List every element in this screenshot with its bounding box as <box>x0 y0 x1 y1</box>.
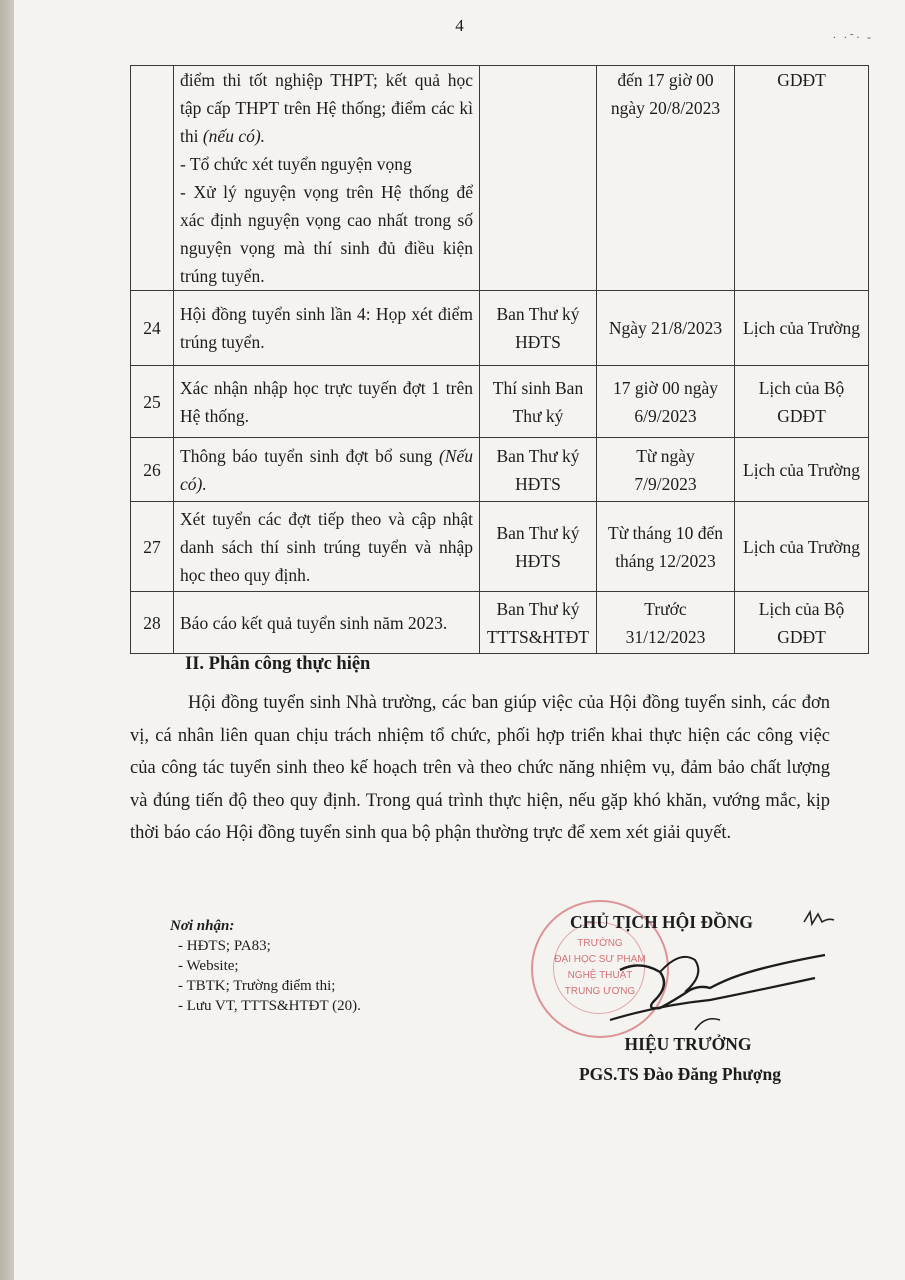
recipient-item: - Website; <box>178 958 239 974</box>
schedule-table <box>130 65 869 654</box>
content-line: - Xử lý nguyện vọng trên Hệ thống để xác định nguyện vọng cao nhất trong số nguyện vọng mà thí sinh đủ điều kiện trúng tuyển. <box>180 182 473 286</box>
handwritten-signature <box>600 930 830 1040</box>
row-unit: Thí sinh Ban Thư ký <box>480 366 597 438</box>
row-content: Xét tuyển các đợt tiếp theo và cập nhật danh sách thí sinh trúng tuyển và nhập học theo quy định. <box>174 502 480 592</box>
recipient-item: - TBTK; Trường điểm thi; <box>178 978 336 994</box>
signatory-role: HIỆU TRƯỞNG <box>624 1034 752 1054</box>
table-row <box>131 66 869 291</box>
row-number: 25 <box>131 366 174 438</box>
seal-line: TRUNG ƯƠNG <box>564 986 636 997</box>
table-row <box>131 502 869 592</box>
page-edge-shadow <box>0 0 14 1280</box>
initial-mark <box>800 906 840 930</box>
row-note: Lịch của Trường <box>735 438 869 502</box>
row-unit: Ban Thư ký HĐTS <box>480 291 597 366</box>
section-title: II. Phân công thực hiện <box>185 654 371 674</box>
signatory-name: PGS.TS Đào Đăng Phượng <box>578 1064 782 1084</box>
section-body: Hội đồng tuyển sinh Nhà trường, các ban giúp việc của Hội đồng tuyển sinh, các đơn vị, cá nhân liên quan chịu trách nhiệm tổ chức, phối hợp triển khai thực hiện các công việc của công tác tuyển sinh theo kế hoạch trên và theo chức năng nhiệm vụ, đảm bảo chất lượng và đúng tiến độ theo quy định. Trong quá trình thực hiện, nếu gặp khó khăn, vướng mắc, kịp thời báo cáo Hội đồng tuyển sinh qua bộ phận thường trực để xem xét giải quyết. <box>130 693 830 844</box>
content-line: - Tổ chức xét tuyển nguyện vọng <box>180 154 412 174</box>
row-note: GDĐT <box>735 66 869 291</box>
signatory-title: CHỦ TỊCH HỘI ĐỒNG <box>570 912 753 932</box>
row-time: Ngày 21/8/2023 <box>597 291 735 366</box>
recipients-block <box>170 916 361 1016</box>
row-content: Xác nhận nhập học trực tuyến đợt 1 trên Hệ thống. <box>174 366 480 438</box>
corner-mark: · ·ᐨ· - <box>832 30 873 44</box>
content-italic: (Nếu có). <box>180 445 473 494</box>
table-row <box>131 438 869 502</box>
seal-line: NGHỆ THUẬT <box>567 970 633 981</box>
row-content <box>174 66 480 291</box>
content-text: Thông báo tuyển sinh đợt bổ sung <box>180 445 439 466</box>
recipient-item: - Lưu VT, TTTS&HTĐT (20). <box>178 998 361 1014</box>
row-number: 24 <box>131 291 174 366</box>
table-row <box>131 592 869 654</box>
row-time: Từ ngày 7/9/2023 <box>597 438 735 502</box>
row-unit <box>480 66 597 291</box>
recipient-item: - HĐTS; PA83; <box>178 938 271 954</box>
row-note: Lịch của Bộ GDĐT <box>735 366 869 438</box>
recipients-heading: Nơi nhận: <box>170 918 235 934</box>
seal-line: TRƯỜNG <box>577 938 623 949</box>
row-number <box>131 66 174 291</box>
row-content <box>174 438 480 502</box>
row-unit: Ban Thư ký HĐTS <box>480 438 597 502</box>
row-unit: Ban Thư ký TTTS&HTĐT <box>480 592 597 654</box>
row-time: Trước 31/12/2023 <box>597 592 735 654</box>
row-content: Hội đồng tuyển sinh lần 4: Họp xét điểm trúng tuyển. <box>174 291 480 366</box>
table-row <box>131 291 869 366</box>
page-number: 4 <box>455 16 464 35</box>
row-time: Từ tháng 10 đến tháng 12/2023 <box>597 502 735 592</box>
content-italic: (nếu có). <box>202 126 266 146</box>
row-time: đến 17 giờ 00 ngày 20/8/2023 <box>597 66 735 291</box>
row-note: Lịch của Trường <box>735 291 869 366</box>
row-note: Lịch của Bộ GDĐT <box>735 592 869 654</box>
seal-line: ĐẠI HỌC SƯ PHẠM <box>554 954 646 965</box>
row-note: Lịch của Trường <box>735 502 869 592</box>
row-time: 17 giờ 00 ngày 6/9/2023 <box>597 366 735 438</box>
content-text: điểm thi tốt nghiệp THPT; kết quả học tập cấp THPT trên Hệ thống; điểm các kì thi <box>180 70 473 146</box>
row-number: 28 <box>131 592 174 654</box>
row-content: Báo cáo kết quả tuyển sinh năm 2023. <box>174 592 480 654</box>
row-number: 27 <box>131 502 174 592</box>
row-unit: Ban Thư ký HĐTS <box>480 502 597 592</box>
table-row <box>131 366 869 438</box>
row-number: 26 <box>131 438 174 502</box>
